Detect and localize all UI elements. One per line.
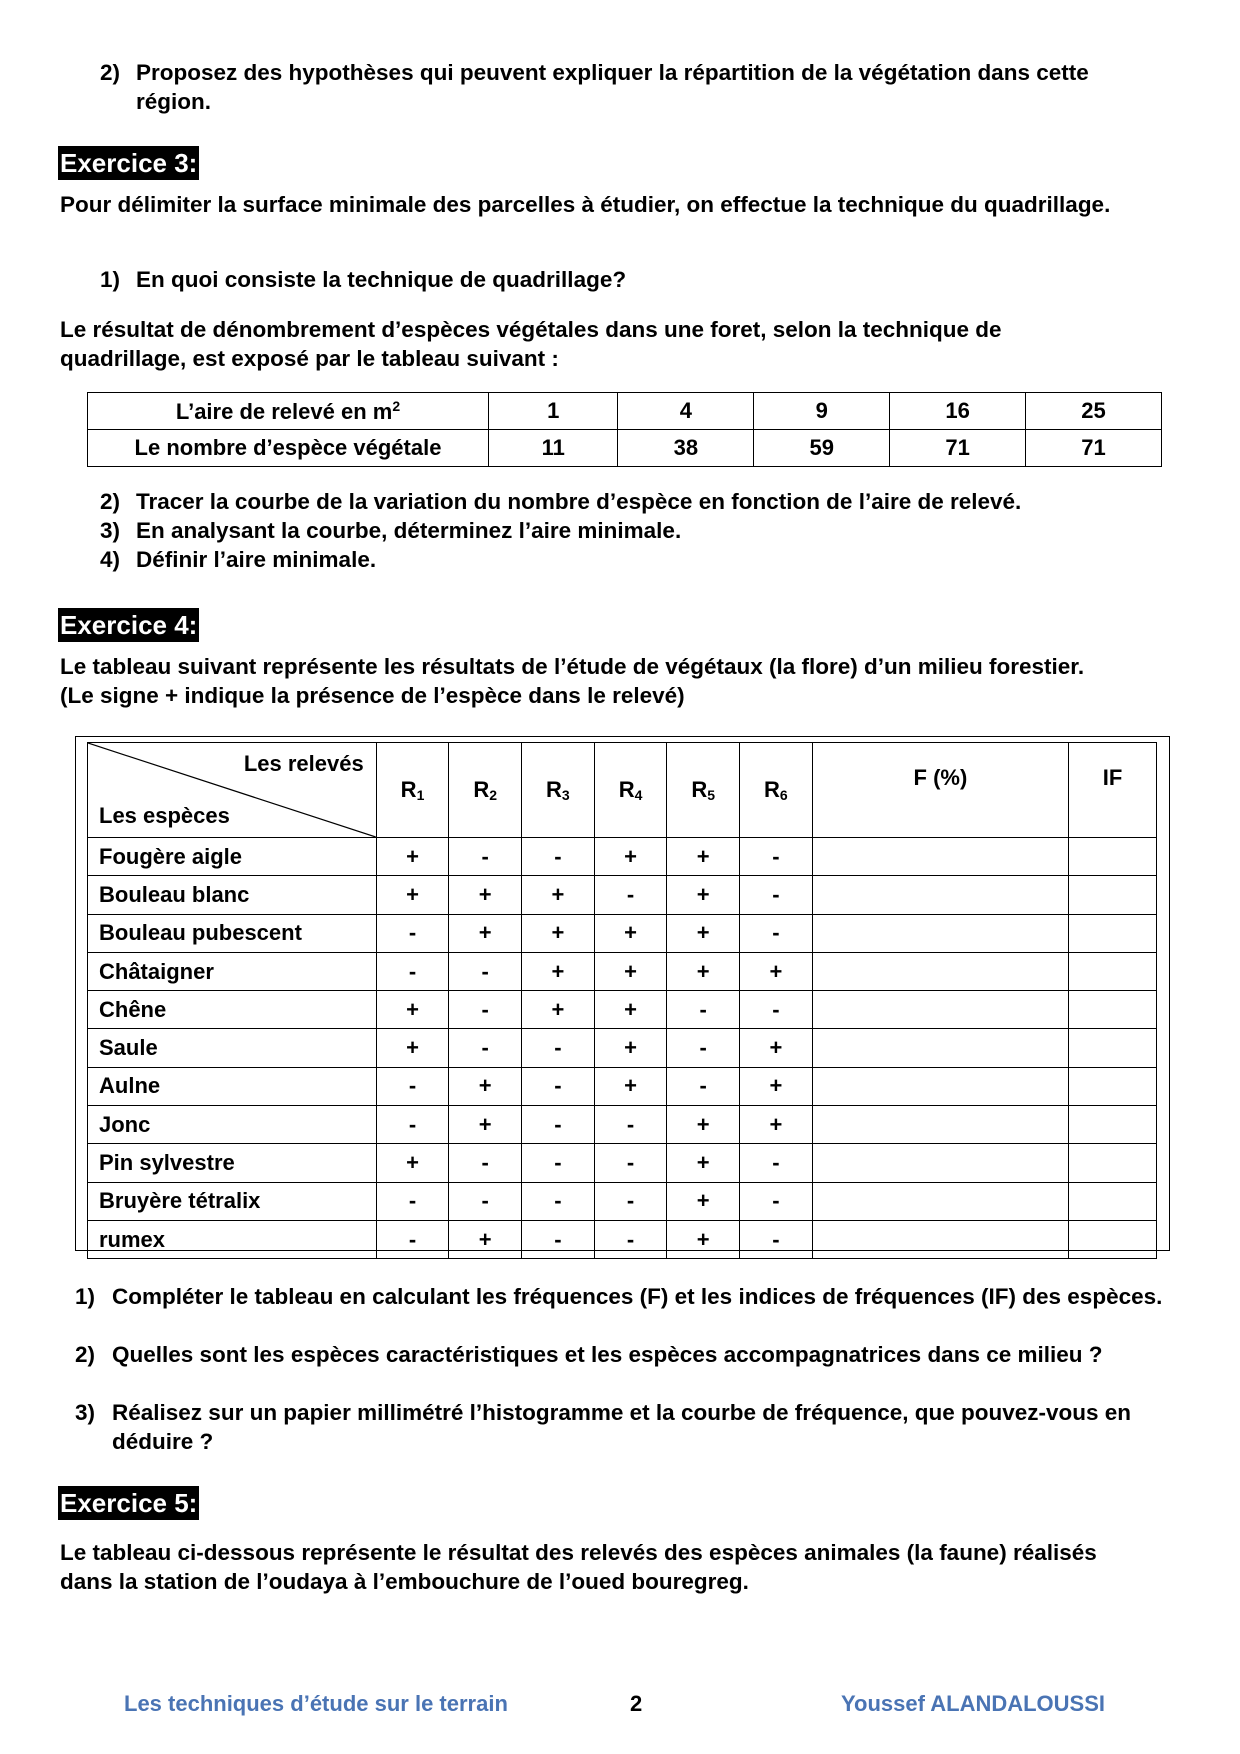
table-cell: 1 xyxy=(489,393,618,430)
flore-table xyxy=(87,742,1157,1259)
presence-mark: - xyxy=(740,1182,813,1220)
row-header-aire: L’aire de relevé en $m^2$ xyxy=(88,393,489,430)
table-row xyxy=(88,991,1157,1029)
presence-mark: + xyxy=(667,838,740,876)
column-header-frequence: F (%) xyxy=(812,743,1068,838)
presence-mark: - xyxy=(449,952,522,990)
column-header-r2: $R_2$ xyxy=(449,743,522,838)
table-row xyxy=(88,914,1157,952)
presence-mark: + xyxy=(522,991,595,1029)
table-row xyxy=(88,1144,1157,1182)
table-row xyxy=(88,1029,1157,1067)
aire-minimale-table xyxy=(87,392,1162,467)
frequence-cell[interactable] xyxy=(812,838,1068,876)
indice-frequence-cell[interactable] xyxy=(1069,952,1157,990)
question-number: 3) xyxy=(75,1400,96,1425)
presence-mark: + xyxy=(449,1067,522,1105)
presence-mark: + xyxy=(449,1220,522,1258)
exercice5-intro: Le tableau ci-dessous représente le résultat des relevés des espèces animales (la faune) réalisés dans la station de l’oudaya à l’embouchure de l’oued bouregreg. xyxy=(60,1540,1097,1594)
presence-mark: - xyxy=(594,876,667,914)
presence-mark: - xyxy=(449,1029,522,1067)
exercice4-intro: Le tableau suivant représente les résultats de l’étude de végétaux (la flore) d’un milieu forestier. (Le signe + indique la présence de l’espèce dans le relevé) xyxy=(60,654,1085,708)
presence-mark: - xyxy=(740,914,813,952)
question-text: Tracer la courbe de la variation du nombre d’espèce en fonction de l’aire de relevé. xyxy=(136,489,1022,514)
presence-mark: - xyxy=(376,914,449,952)
presence-mark: + xyxy=(449,1106,522,1144)
presence-mark: + xyxy=(376,1029,449,1067)
presence-mark: + xyxy=(594,991,667,1029)
presence-mark: - xyxy=(740,876,813,914)
table-row xyxy=(88,952,1157,990)
column-header-r4: $R_4$ xyxy=(594,743,667,838)
exercice4-title: Exercice 4: xyxy=(60,610,198,640)
presence-mark: + xyxy=(594,1029,667,1067)
presence-mark: - xyxy=(522,1067,595,1105)
footer-author: Youssef ALANDALOUSSI xyxy=(841,1691,1106,1716)
species-name: Bouleau blanc xyxy=(88,876,377,914)
question-text: En quoi consiste la technique de quadrillage? xyxy=(136,267,627,292)
presence-mark: + xyxy=(667,952,740,990)
presence-mark: + xyxy=(594,1067,667,1105)
presence-mark: - xyxy=(522,838,595,876)
presence-mark: - xyxy=(449,1182,522,1220)
indice-frequence-cell[interactable] xyxy=(1069,1144,1157,1182)
species-name: Aulne xyxy=(88,1067,377,1105)
column-header-r1: $R_1$ xyxy=(376,743,449,838)
exercice3-intro: Pour délimiter la surface minimale des parcelles à étudier, on effectue la technique du quadrillage. xyxy=(60,192,1111,217)
presence-mark: + xyxy=(376,876,449,914)
table-row xyxy=(88,1220,1157,1258)
presence-mark: + xyxy=(740,1106,813,1144)
presence-mark: + xyxy=(449,876,522,914)
species-name: Saule xyxy=(88,1029,377,1067)
indice-frequence-cell[interactable] xyxy=(1069,914,1157,952)
presence-mark: - xyxy=(740,991,813,1029)
presence-mark: + xyxy=(740,952,813,990)
presence-mark: - xyxy=(594,1182,667,1220)
presence-mark: - xyxy=(594,1144,667,1182)
presence-mark: + xyxy=(522,914,595,952)
presence-mark: - xyxy=(376,1182,449,1220)
species-name: Pin sylvestre xyxy=(88,1144,377,1182)
presence-mark: - xyxy=(376,952,449,990)
row-header-nombre: Le nombre d’espèce végétale xyxy=(88,430,489,467)
column-header-if: IF xyxy=(1069,743,1157,838)
footer-left: Les techniques d’étude sur le terrain xyxy=(124,1691,508,1716)
exercice3-paragraph: Le résultat de dénombrement d’espèces végétales dans une foret, selon la technique de quadrillage, est exposé par le tableau suivant : xyxy=(60,317,1002,371)
presence-mark: - xyxy=(667,1029,740,1067)
exercice5-title: Exercice 5: xyxy=(60,1488,198,1518)
indice-frequence-cell[interactable] xyxy=(1069,991,1157,1029)
question-text: Proposez des hypothèses qui peuvent expliquer la répartition de la végétation dans cette région. xyxy=(136,60,1089,114)
frequence-cell[interactable] xyxy=(812,1029,1068,1067)
question-number: 3) xyxy=(100,518,121,543)
column-header-r5: $R_5$ xyxy=(667,743,740,838)
species-name: Jonc xyxy=(88,1106,377,1144)
presence-mark: - xyxy=(522,1144,595,1182)
species-name: Châtaigner xyxy=(88,952,377,990)
question-text: En analysant la courbe, déterminez l’aire minimale. xyxy=(136,518,682,543)
presence-mark: + xyxy=(522,952,595,990)
presence-mark: - xyxy=(376,1067,449,1105)
presence-mark: - xyxy=(522,1029,595,1067)
table-cell: 9 xyxy=(754,393,890,430)
presence-mark: + xyxy=(667,914,740,952)
species-name: Bouleau pubescent xyxy=(88,914,377,952)
presence-mark: + xyxy=(594,914,667,952)
presence-mark: + xyxy=(449,914,522,952)
frequence-cell[interactable] xyxy=(812,1182,1068,1220)
indice-frequence-cell[interactable] xyxy=(1069,876,1157,914)
table-row xyxy=(88,430,1162,467)
presence-mark: - xyxy=(376,1220,449,1258)
presence-mark: - xyxy=(667,991,740,1029)
question-number: 2) xyxy=(100,60,121,85)
table-row xyxy=(88,838,1157,876)
presence-mark: + xyxy=(740,1029,813,1067)
question-text: Définir l’aire minimale. xyxy=(136,547,377,572)
presence-mark: - xyxy=(594,1220,667,1258)
exercice3-title: Exercice 3: xyxy=(60,148,198,178)
indice-frequence-cell[interactable] xyxy=(1069,1220,1157,1258)
corner-bottom-label: Les espèces xyxy=(99,803,230,828)
species-name: Fougère aigle xyxy=(88,838,377,876)
column-header-r3: $R_3$ xyxy=(522,743,595,838)
presence-mark: - xyxy=(740,838,813,876)
table-row xyxy=(88,1106,1157,1144)
presence-mark: + xyxy=(594,952,667,990)
table-cell: 71 xyxy=(890,430,1026,467)
table-cell: 71 xyxy=(1026,430,1162,467)
table-row xyxy=(88,876,1157,914)
question-text: Réalisez sur un papier millimétré l’histogramme et la courbe de fréquence, que pouvez-vous en déduire ? xyxy=(112,1400,1132,1454)
frequence-cell[interactable] xyxy=(812,1220,1068,1258)
species-name: Chêne xyxy=(88,991,377,1029)
table-cell: 11 xyxy=(489,430,618,467)
table-cell: 16 xyxy=(890,393,1026,430)
presence-mark: - xyxy=(740,1220,813,1258)
frequence-cell[interactable] xyxy=(812,952,1068,990)
question-number: 4) xyxy=(100,547,121,572)
presence-mark: - xyxy=(522,1106,595,1144)
frequence-cell[interactable] xyxy=(812,991,1068,1029)
question-text: Compléter le tableau en calculant les fréquences (F) et les indices de fréquences (IF) des espèces. xyxy=(112,1284,1163,1309)
presence-mark: + xyxy=(376,838,449,876)
corner-header xyxy=(88,743,377,838)
table-row xyxy=(88,393,1162,430)
question-number: 2) xyxy=(75,1342,96,1367)
indice-frequence-cell[interactable] xyxy=(1069,1182,1157,1220)
question-text: Quelles sont les espèces caractéristiques et les espèces accompagnatrices dans ce milieu ? xyxy=(112,1342,1103,1367)
presence-mark: - xyxy=(449,1144,522,1182)
indice-frequence-cell[interactable] xyxy=(1069,1029,1157,1067)
presence-mark: + xyxy=(667,876,740,914)
table-cell: 25 xyxy=(1026,393,1162,430)
intro-question xyxy=(100,58,1170,118)
frequence-cell[interactable] xyxy=(812,1144,1068,1182)
presence-mark: + xyxy=(667,1106,740,1144)
question-number: 1) xyxy=(100,267,121,292)
species-name: rumex xyxy=(88,1220,377,1258)
table-cell: 59 xyxy=(754,430,890,467)
frequence-cell[interactable] xyxy=(812,1106,1068,1144)
table-row xyxy=(88,1067,1157,1105)
presence-mark: + xyxy=(522,876,595,914)
presence-mark: - xyxy=(740,1144,813,1182)
frequence-cell[interactable] xyxy=(812,876,1068,914)
presence-mark: - xyxy=(449,838,522,876)
presence-mark: - xyxy=(594,1106,667,1144)
flore-table-frame xyxy=(75,736,1170,1251)
indice-frequence-cell[interactable] xyxy=(1069,1106,1157,1144)
presence-mark: - xyxy=(522,1220,595,1258)
footer-page-number: 2 xyxy=(630,1691,643,1716)
presence-mark: + xyxy=(667,1144,740,1182)
frequence-cell[interactable] xyxy=(812,1067,1068,1105)
table-cell: 4 xyxy=(618,393,754,430)
species-name: Bruyère tétralix xyxy=(88,1182,377,1220)
table-row xyxy=(88,1182,1157,1220)
table-header-row xyxy=(88,743,1157,838)
question-number: 2) xyxy=(100,489,121,514)
presence-mark: - xyxy=(376,1106,449,1144)
presence-mark: + xyxy=(667,1220,740,1258)
presence-mark: + xyxy=(594,838,667,876)
presence-mark: + xyxy=(376,1144,449,1182)
question-number: 1) xyxy=(75,1284,96,1309)
presence-mark: + xyxy=(740,1067,813,1105)
frequence-cell[interactable] xyxy=(812,914,1068,952)
presence-mark: - xyxy=(667,1067,740,1105)
indice-frequence-cell[interactable] xyxy=(1069,1067,1157,1105)
indice-frequence-cell[interactable] xyxy=(1069,838,1157,876)
presence-mark: + xyxy=(667,1182,740,1220)
table-cell: 38 xyxy=(618,430,754,467)
presence-mark: - xyxy=(449,991,522,1029)
column-header-r6: $R_6$ xyxy=(740,743,813,838)
corner-top-label: Les relevés xyxy=(243,751,364,776)
presence-mark: - xyxy=(522,1182,595,1220)
presence-mark: + xyxy=(376,991,449,1029)
